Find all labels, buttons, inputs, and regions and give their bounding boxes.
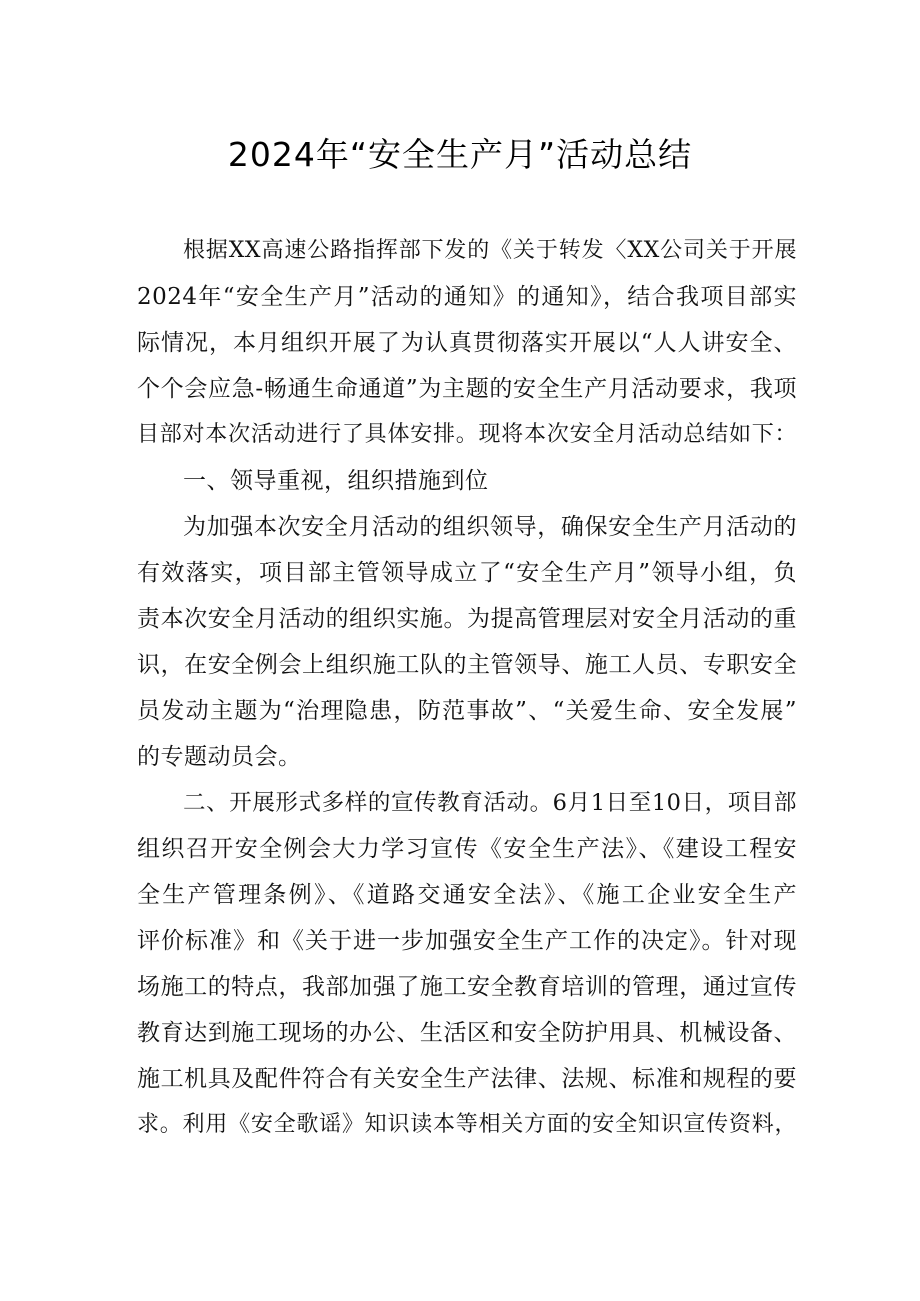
- paragraph-line: 全生产管理条例》、《道路交通安全法》、《施工企业安全生产: [137, 882, 797, 908]
- paragraph-line: 施工机具及配件符合有关安全生产法律、法规、标准和规程的要: [137, 1066, 797, 1092]
- paragraph-line: 际情况，本月组织开展了为认真贯彻落实开展以“人人讲安全、: [137, 330, 797, 356]
- paragraph-line: 目部对本次活动进行了具体安排。现将本次安全月活动总结如下：: [137, 422, 797, 447]
- paragraph-line: 员发动主题为“治理隐患，防范事故”、“关爱生命、安全发展”: [137, 698, 797, 724]
- paragraph-line: 的专题动员会。: [137, 744, 302, 770]
- document-title: 2024年“安全生产月”活动总结: [227, 135, 693, 174]
- paragraph-line: 评价标准》和《关于进一步加强安全生产工作的决定》。针对现: [137, 928, 797, 954]
- section-heading: 一、领导重视，组织措施到位: [183, 468, 489, 494]
- paragraph-line: 根据XX高速公路指挥部下发的《关于转发〈XX公司关于开展: [183, 238, 797, 263]
- paragraph-line: 识，在安全例会上组织施工队的主管领导、施工人员、专职安全: [137, 652, 797, 678]
- paragraph-line: 责本次安全月活动的组织实施。为提高管理层对安全月活动的重: [137, 606, 797, 632]
- paragraph-line: 个个会应急-畅通生命通道”为主题的安全生产月活动要求，我项: [137, 376, 797, 402]
- paragraph-line: 组织召开安全例会大力学习宣传《安全生产法》、《建设工程安: [137, 836, 797, 862]
- paragraph-line: 教育达到施工现场的办公、生活区和安全防护用具、机械设备、: [137, 1020, 797, 1046]
- paragraph-line: 为加强本次安全月活动的组织领导，确保安全生产月活动的: [183, 514, 797, 540]
- paragraph-line: 2024年“安全生产月”活动的通知》的通知》，结合我项目部实: [137, 284, 797, 310]
- paragraph-line: 有效落实，项目部主管领导成立了“安全生产月”领导小组，负: [137, 560, 797, 586]
- paragraph-line: 求。利用《安全歌谣》知识读本等相关方面的安全知识宣传资料，: [137, 1112, 797, 1137]
- document-body: [137, 228, 797, 1148]
- section-heading-line: 二、开展形式多样的宣传教育活动。6月1日至10日，项目部: [183, 790, 797, 816]
- paragraph-line: 场施工的特点，我部加强了施工安全教育培训的管理，通过宣传: [137, 974, 797, 1000]
